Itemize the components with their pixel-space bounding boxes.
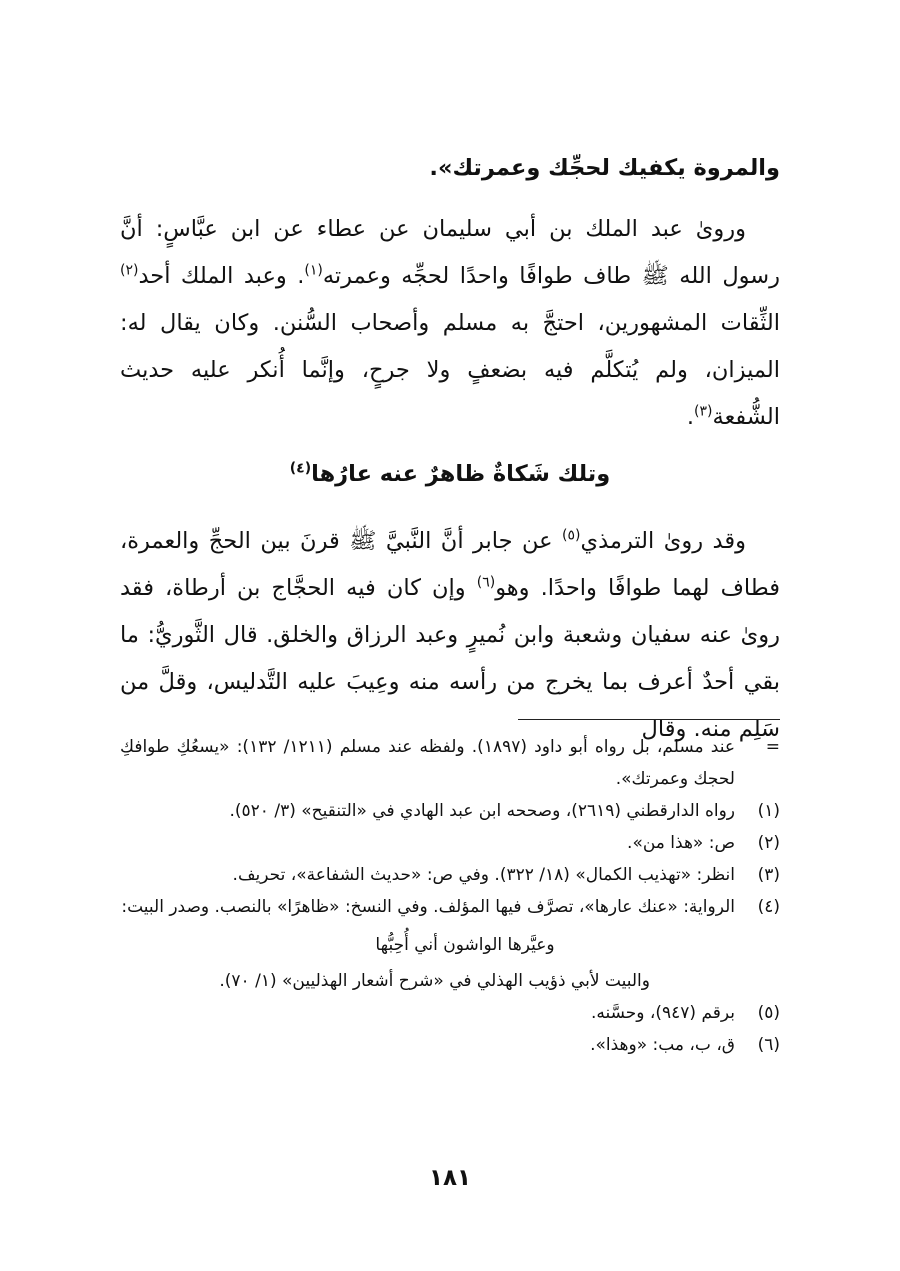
footnote-continuation bbox=[120, 731, 780, 795]
footnote-verse-source: والبيت لأبي ذؤيب الهذلي في «شرح أشعار الهذليين» (١/ ٧٠). bbox=[219, 971, 650, 991]
footnote-text: برقم (٩٤٧)، وحسَّنه. bbox=[590, 1003, 735, 1023]
footnote-number: (٥) bbox=[757, 1003, 780, 1023]
footnote-ref-2[interactable]: (٢) bbox=[120, 262, 139, 279]
footnote-number: (٦) bbox=[757, 1035, 780, 1055]
footnote-number: (٢) bbox=[757, 833, 780, 853]
footnote-text: الرواية: «عنك عارها»، تصرَّف فيها المؤلف. وفي النسخ: «ظاهرًا» بالنصب. وصدر البيت: bbox=[121, 897, 735, 917]
footnote-text: انظر: «تهذيب الكمال» (١٨/ ٣٢٢). وفي ص: «حديث الشفاعة»، تحريف. bbox=[232, 865, 735, 885]
footnote-1 bbox=[120, 795, 780, 827]
footnote-text: ص: «هذا من». bbox=[627, 833, 735, 853]
page-number: ١٨١ bbox=[428, 1165, 472, 1191]
footnote-ref-6[interactable]: (٦) bbox=[476, 574, 496, 591]
footnote-verse: وعيَّرها الواشون أني أُحِبُّها bbox=[375, 935, 555, 955]
footnote-2 bbox=[120, 827, 780, 859]
footnote-6 bbox=[120, 1029, 780, 1061]
footnote-ref-1[interactable]: (١) bbox=[304, 262, 323, 279]
paragraph-1: والمروة يكفيك لحجِّك وعمرتك». bbox=[429, 155, 780, 181]
footnote-separator bbox=[518, 719, 780, 720]
footnote-text: رواه الدارقطني (٢٦١٩)، وصححه ابن عبد الهادي في «التنقيح» (٣/ ٥٢٠). bbox=[229, 801, 735, 821]
footnote-4 bbox=[120, 891, 780, 923]
footnotes bbox=[120, 731, 780, 1061]
footnote-ref-3[interactable]: (٣) bbox=[694, 403, 713, 420]
paragraph-3: وقد روىٰ الترمذي$^{(٥)}$ عن جابر أنَّ النَّبيَّ ﷺ قرنَ بين الحجِّ والعمرة، فطاف لهما طوافًا واحدًا. وهو$^{(٦)}$ وإن كان فيه الحجَّاج بن أرطاة، فقد روىٰ عنه سفيان وشعبة وابن نُميرٍ وعبد الرزاق والخلق. قال الثَّوريُّ: ما بقي أحدٌ أعرف بما يخرج من رأسه منه وعِيبَ عليه التَّدليس، وقلَّ من سَلِم منه. وقال bbox=[120, 527, 780, 742]
main-text bbox=[120, 145, 780, 753]
footnote-3 bbox=[120, 859, 780, 891]
footnote-ref-4[interactable]: (٤) bbox=[289, 460, 312, 477]
footnote-number: (٣) bbox=[757, 865, 780, 885]
continuation-mark: = bbox=[765, 737, 780, 757]
footnote-text: ق، ب، مب: «وهذا». bbox=[590, 1035, 735, 1055]
footnote-5 bbox=[120, 997, 780, 1029]
footnote-ref-5[interactable]: (٥) bbox=[562, 527, 581, 544]
footnote-number: (٤) bbox=[757, 897, 780, 917]
paragraph-2: وروىٰ عبد الملك بن أبي سليمان عن عطاء عن ابن عبَّاسٍ: أنَّ رسول الله ﷺ طاف طوافًا واحدًا لحجِّه وعمرته$^{(١)}$. وعبد الملك أحد$^{(٢)}$ الثِّقات المشهورين، احتجَّ به مسلم وأصحاب السُّنن. وكان يقال له: الميزان، ولم يُتكلَّم فيه بضعفٍ ولا جرحٍ، وإنَّما أُنكر عليه حديث الشُّفعة$^{(٣)}$. bbox=[120, 216, 781, 430]
footnote-text: عند مسلم، بل رواه أبو داود (١٨٩٧). ولفظه عند مسلم (١٢١١/ ١٣٢): «يسعُكِ طوافكِ لحجك وعمرتك». bbox=[120, 737, 735, 789]
footnote-number: (١) bbox=[757, 801, 780, 821]
verse-line: وتلك شَكاةٌ ظاهرٌ عنه عارُها$^{(٤)}$ bbox=[289, 460, 611, 487]
